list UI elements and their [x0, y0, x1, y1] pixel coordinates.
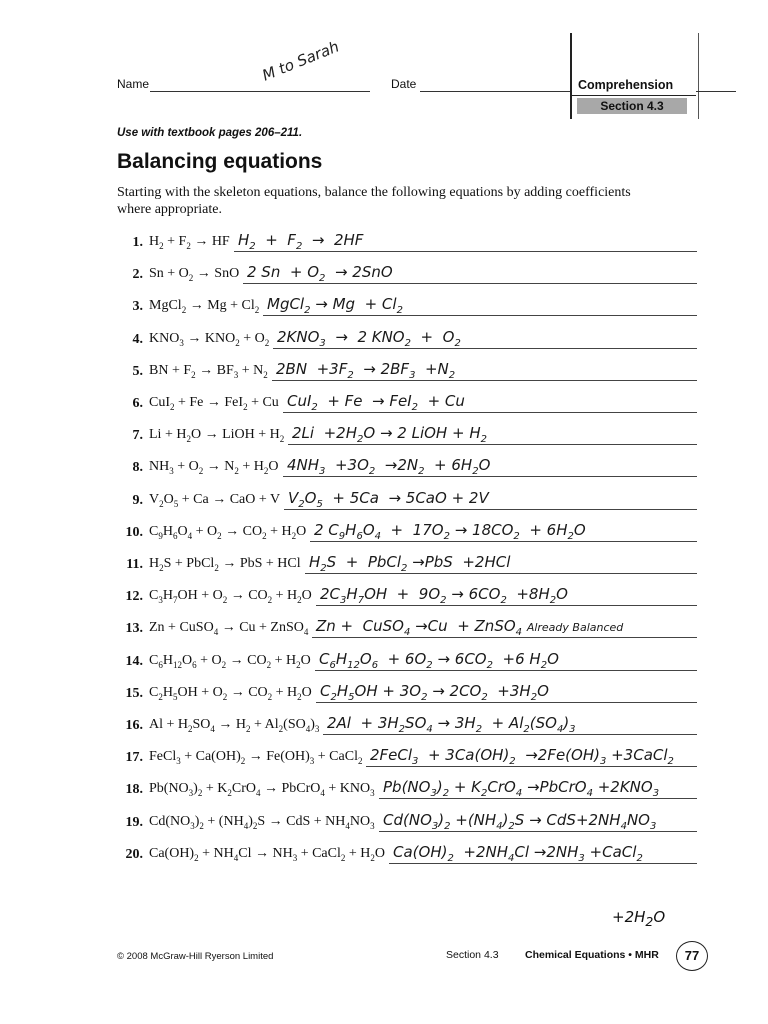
section-badge: Section 4.3 [577, 98, 687, 114]
skeleton-equation: $V_2O_5 + Ca$ → CaO + V [149, 491, 281, 509]
instructions: Starting with the skeleton equations, balance the following equations by adding coefficients where appropriate. [117, 185, 631, 217]
handwritten-answer: $H_2 + F_2 \to 2HF$ [238, 231, 364, 252]
equation-row [117, 584, 697, 608]
skeleton-equation: $Pb(NO_3)_2 + K_2CrO_4$ → PbCrO$_4$ + $KNO_3$ [149, 781, 375, 799]
skeleton-equation: $C_9H_6O_4 + O_2 \to CO_2 + H_2O$ [149, 523, 307, 541]
equation-number: 1. [132, 235, 143, 250]
equation-number: 19. [125, 814, 143, 830]
handwritten-answer: CuI$_2$ + Fe → FeI$_2$ + Cu [287, 392, 465, 413]
handwritten-answer: $2Al + 3H_2SO_4 \to 3H_2 + Al_2(SO_4)_3$ [327, 714, 576, 735]
date-line [420, 91, 570, 92]
equation-row [117, 294, 697, 318]
skeleton-equation: $NH_3 + O_2 \to N_2 + H_2O$ [149, 459, 279, 477]
equation-number: 15. [125, 685, 143, 701]
handwritten-answer: $Ca(OH)_2 +2NH_4Cl \to 2NH_3$ +CaCl$_2$ [393, 842, 643, 864]
equation-number: 4. [132, 331, 143, 347]
equation-row [117, 327, 697, 351]
handwritten-answer: 2 $Sn + O_2 \to 2SnO$ [247, 263, 393, 285]
date-label: Date [391, 77, 417, 91]
handwritten-answer: $4NH_3 +3O_2 \to 2N_2 + 6H_2O$ [287, 456, 491, 478]
skeleton-equation: $H_2 + F_2$ → HF [149, 234, 230, 251]
handwritten-answer: 2 $C_9H_6O_4 + 17O_2 \to 18CO_2 + 6H_2O$ [314, 520, 586, 542]
header-rule [696, 91, 736, 92]
skeleton-equation: $C_6H_{12}O_6 + O_2 \to CO_2 + H_2O$ [149, 652, 311, 670]
skeleton-equation: $Sn + O_2$ → SnO [149, 266, 240, 283]
equation-row [117, 520, 697, 544]
skeleton-equation: $C_3H_7OH + O_2 \to CO_2 + H_2O$ [149, 588, 312, 605]
skeleton-equation: $KNO_3 \to KNO_2 + O_2$ [149, 330, 270, 348]
handwritten-answer: $V_2O_5 + 5Ca \to 5CaO + 2V$ [288, 488, 489, 510]
name-label: Name [117, 77, 150, 91]
page-title: Balancing equations [117, 150, 323, 173]
equation-row [117, 681, 697, 705]
footer-copyright: © 2008 McGraw-Hill Ryerson Limited [117, 951, 274, 962]
skeleton-equation: $Ca(OH)_2 + NH_4Cl \to NH_3$ + CaCl$_2$ + $H_2O$ [149, 845, 386, 863]
equation-number: 16. [125, 718, 143, 733]
footer-section: Section 4.3 [446, 949, 499, 961]
equation-row [117, 455, 697, 479]
skeleton-equation: CuI$_2$ + Fe → FeI$_2$ + Cu [149, 395, 279, 412]
handwritten-answer: $2C_3H_7OH + 9O_2 \to 6CO_2 +8H_2O$ [320, 585, 568, 607]
equation-row [117, 359, 697, 383]
skeleton-equation: Zn + CuSO$_4$ → Cu + ZnSO$_4$ [149, 620, 309, 638]
equation-row [117, 810, 697, 834]
equation-number: 20. [125, 846, 143, 862]
equation-row [117, 842, 697, 866]
name-line [150, 91, 370, 92]
equation-row [117, 391, 697, 415]
equation-row [117, 230, 697, 254]
equation-row [117, 713, 697, 737]
handwritten-answer: $2BN +3F_2 \to 2BF_3 +N_2$ [276, 359, 456, 381]
comprehension-badge-title: Comprehension [578, 78, 674, 92]
equation-number: 12. [125, 589, 143, 605]
equation-number: 13. [125, 621, 143, 637]
skeleton-equation: $H_2S$ + PbCl$_2$ → PbS + HCl [149, 556, 301, 573]
handwritten-answer: $C_6H_{12}O_6 + 6O_2 \to 6CO_2 +6$ $H_2O$ [319, 649, 559, 671]
skeleton-equation: FeCl$_3$ + $Ca(OH)_2 \to Fe(OH)_3$ + CaCl$_2$ [149, 749, 363, 766]
equation-row [117, 649, 697, 673]
equation-row [117, 616, 697, 640]
equation-number: 17. [125, 750, 143, 766]
name-handwriting: M to Sarah [259, 37, 342, 85]
handwritten-answer: 2FeCl$_3$ + $3Ca(OH)_2 \to 2Fe(OH)_3$ +3CaCl$_2$ [370, 746, 674, 768]
skeleton-equation: $Al + H_2SO_4 \to H_2 + Al_2(SO_4)_3$ [149, 717, 320, 734]
equation-number: 18. [125, 782, 143, 798]
equation-number: 6. [132, 396, 143, 411]
footer-chapter: Chemical Equations • MHR [525, 949, 659, 961]
handwritten-answer: $C_2H_5OH + 3O_2 \to 2CO_2 +3H_2O$ [320, 681, 549, 703]
handwritten-answer: $2Li +2H_2O \to 2$ LiOH + $H_2$ [292, 424, 487, 446]
handwritten-answer: Zn + CuSO$_4$ →Cu + ZnSO$_4$ Already Balanced [316, 617, 624, 639]
equation-row [117, 262, 697, 286]
equation-number: 9. [132, 492, 143, 508]
equation-number: 2. [132, 267, 143, 283]
equation-row [117, 745, 697, 769]
equation-number: 7. [132, 428, 143, 444]
skeleton-equation: BN + $F_2 \to BF_3 + N_2$ [149, 362, 268, 380]
skeleton-equation: MgCl$_2$ → $Mg + Cl_2$ [149, 298, 260, 316]
skeleton-equation: $Li + H_2O$ → LiOH + $H_2$ [149, 427, 285, 444]
textbook-note: Use with textbook pages 206–211. [117, 127, 303, 139]
handwritten-answer: $Pb(NO_3)_2 + K_2CrO_4$ →PbCrO$_4$ $+2KNO_3$ [383, 778, 660, 800]
handwritten-answer: MgCl$_2$ → $Mg + Cl_2$ [267, 295, 403, 317]
equation-row [117, 552, 697, 576]
skeleton-equation: $Cd(NO_3)_2 + (NH_4)_2S$ → CdS + $NH_4NO_3$ [149, 813, 375, 831]
equation-number: 10. [125, 524, 143, 540]
page-number: 77 [676, 941, 708, 971]
equation-number: 5. [132, 363, 143, 379]
equation-number: 3. [132, 299, 143, 315]
handwritten-answer: $Cd(NO_3)_2 +(NH_4)_2S \to CdS+2NH_4NO_3$ [383, 810, 657, 832]
equation-row [117, 777, 697, 801]
handwritten-answer: $H_2S$ + PbCl$_2$ →PbS +2HCl [309, 553, 511, 574]
badge-separator [570, 95, 696, 96]
equation-number: 14. [125, 653, 143, 669]
handwritten-answer: $2KNO_3 \to 2$ $KNO_2 + O_2$ [277, 327, 461, 349]
skeleton-equation: $C_2H_5OH + O_2 \to CO_2 + H_2O$ [149, 684, 312, 702]
equation-number: 8. [132, 460, 143, 476]
equation-20-answer-continued: $+2H_2O$ [612, 908, 666, 929]
equation-number: 11. [126, 557, 143, 572]
equation-row [117, 488, 697, 512]
equation-row [117, 423, 697, 447]
